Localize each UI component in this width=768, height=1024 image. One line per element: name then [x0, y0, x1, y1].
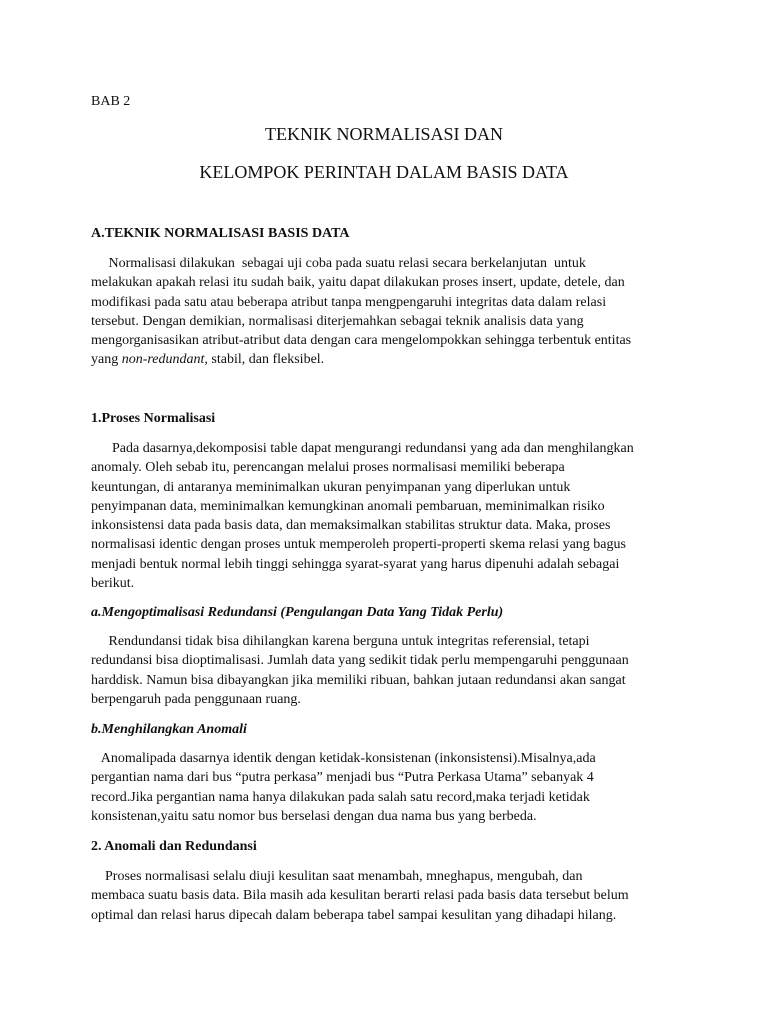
paragraph-line: berikut.: [91, 576, 135, 592]
paragraph-line: tersebut. Dengan demikian, normalisasi diterjemahkan sebagai teknik analisis data yang: [91, 313, 584, 329]
chapter-label: BAB 2: [91, 94, 131, 109]
section-2-paragraph: [91, 867, 681, 925]
paragraph-line: record.Jika pergantian nama hanya dilakukan pada salah satu record,maka terjadi ketidak: [91, 789, 590, 805]
section-2-heading: 2. Anomali dan Redundansi: [91, 839, 257, 854]
paragraph-line: penyimpanan data, meminimalkan kemungkinan anomali pembaruan, meminimalkan risiko: [91, 498, 605, 514]
paragraph-line: konsistenan,yaitu satu nomor bus berselasi dengan dua nama bus yang berbeda.: [91, 808, 537, 824]
paragraph-line: harddisk. Namun bisa dibayangkan jika memiliki ribuan, bahkan jutaan redundansi akan sangat: [91, 672, 626, 688]
paragraph-line: modifikasi pada satu atau beberapa atribut tanpa mengpengaruhi integritas data dalam relasi: [91, 294, 607, 310]
paragraph-line: mengorganisasikan atribut-atribut data dengan cara mengelompokkan sehingga terbentuk entitas: [91, 333, 632, 349]
section-1a-heading: a.Mengoptimalisasi Redundansi (Pengulangan Data Yang Tidak Perlu): [91, 605, 504, 620]
paragraph-line: redundansi bisa dioptimalisasi. Jumlah data yang sedikit tidak perlu mempengaruhi penggunaan: [91, 653, 629, 669]
paragraph-line: inkonsistensi data pada basis data, dan memaksimalkan stabilitas struktur data. Maka, proses: [91, 518, 611, 534]
paragraph-line: Rendundansi tidak bisa dihilangkan karena berguna untuk integritas referensial, tetapi: [91, 634, 590, 649]
paragraph-line: Pada dasarnya,dekomposisi table dapat mengurangi redundansi yang ada dan menghilangkan: [91, 441, 634, 456]
section-1b-paragraph: [91, 749, 681, 826]
paragraph-line: Normalisasi dilakukan sebagai uji coba pada suatu relasi secara berkelanjutan untuk: [91, 256, 586, 271]
paragraph-line-last: [91, 350, 681, 369]
section-1-heading: 1.Proses Normalisasi: [91, 411, 216, 426]
title-line-2: KELOMPOK PERINTAH DALAM BASIS DATA: [199, 162, 569, 182]
section-a-heading: A.TEKNIK NORMALISASI BASIS DATA: [91, 226, 350, 241]
paragraph-line: berpengaruh pada penggunaan ruang.: [91, 691, 301, 707]
section-1-paragraph: [91, 439, 681, 593]
section-a-paragraph: [91, 254, 681, 370]
paragraph-line: membaca suatu basis data. Bila masih ada kesulitan berarti relasi pada basis data tersebut belum: [91, 888, 629, 904]
paragraph-line: melakukan apakah relasi itu sudah baik, yaitu dapat dilakukan proses insert, update, detele, dan: [91, 275, 625, 291]
title-line-1: TEKNIK NORMALISASI DAN: [265, 124, 503, 144]
text-run: stabil, dan fleksibel.: [207, 352, 325, 368]
paragraph-line: normalisasi identic dengan proses untuk memperoleh properti-properti skema relasi yang bagus: [91, 537, 626, 553]
italic-term: non-redundant,: [121, 352, 208, 368]
paragraph-line: optimal dan relasi harus dipecah dalam beberapa tabel sampai kesulitan yang dihadapi hilang.: [91, 907, 617, 923]
paragraph-line: Anomalipada dasarnya identik dengan ketidak-konsistenan (inkonsistensi).Misalnya,ada: [91, 751, 596, 766]
paragraph-line: menjadi bentuk normal lebih tinggi sehingga syarat-syarat yang harus dipenuhi adalah sebagai: [91, 556, 620, 572]
section-1b-heading: b.Menghilangkan Anomali: [91, 722, 247, 737]
paragraph-line: keuntungan, di antaranya meminimalkan ukuran penyimpanan yang diperlukan untuk: [91, 479, 571, 495]
paragraph-line: Proses normalisasi selalu diuji kesulitan saat menambah, mneghapus, mengubah, dan: [91, 869, 583, 884]
paragraph-line: anomaly. Oleh sebab itu, perencangan melalui proses normalisasi memiliki beberapa: [91, 460, 565, 476]
text-run: yang: [91, 352, 122, 368]
section-1a-paragraph: [91, 632, 681, 709]
paragraph-line: pergantian nama dari bus “putra perkasa” menjadi bus “Putra Perkasa Utama” sebanyak 4: [91, 770, 594, 786]
